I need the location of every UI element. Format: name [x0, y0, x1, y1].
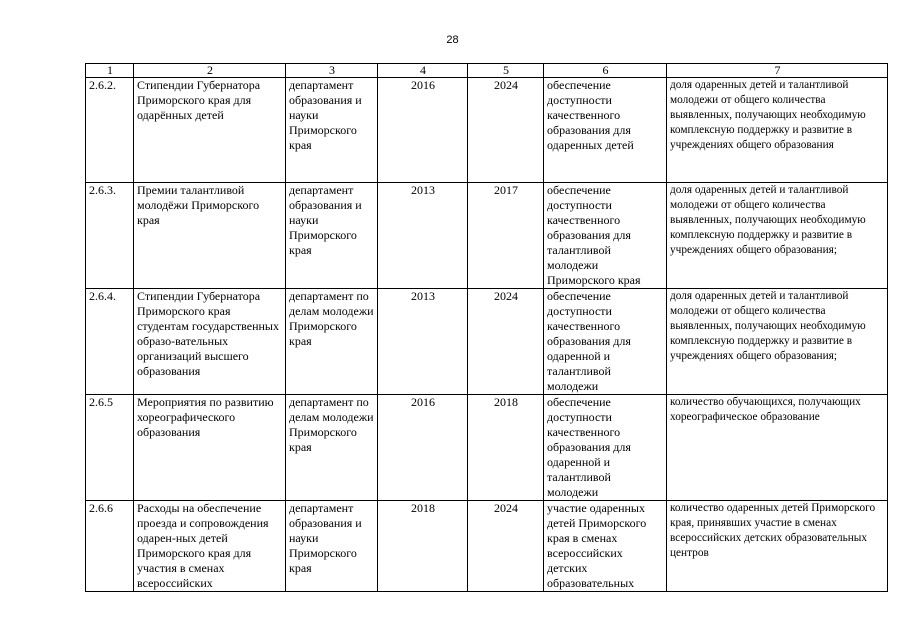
measure-name: Стипендии Губернатора Приморского края студентам государственных образо-вательных организаций высшего образования — [134, 289, 286, 395]
expected-result: обеспечение доступности качественного образования для одаренных детей — [544, 78, 667, 183]
responsible-executor: департамент по делам молодежи Приморского края — [286, 395, 378, 501]
column-header-3: 3 — [286, 64, 378, 78]
end-year: 2017 — [468, 183, 544, 289]
start-year: 2013 — [378, 289, 468, 395]
end-year: 2024 — [468, 78, 544, 183]
column-header-2: 2 — [134, 64, 286, 78]
start-year: 2018 — [378, 501, 468, 592]
expected-result: обеспечение доступности качественного образования для талантливой молодежи Приморского края — [544, 183, 667, 289]
target-indicator: количество обучающихся, получающих хореографическое образование — [667, 395, 888, 501]
responsible-executor: департамент по делам молодежи Приморского края — [286, 289, 378, 395]
table-row — [86, 289, 888, 395]
table-row — [86, 78, 888, 183]
end-year: 2024 — [468, 501, 544, 592]
table-row — [86, 395, 888, 501]
expected-result: участие одаренных детей Приморского края в сменах всероссийских детских образовательных — [544, 501, 667, 592]
start-year: 2016 — [378, 395, 468, 501]
item-number: 2.6.3. — [86, 183, 134, 289]
expected-result: обеспечение доступности качественного образования для одаренной и талантливой молодежи — [544, 395, 667, 501]
column-header-4: 4 — [378, 64, 468, 78]
measure-name: Премии талантливой молодёжи Приморского края — [134, 183, 286, 289]
responsible-executor: департамент образования и науки Приморского края — [286, 183, 378, 289]
measure-name: Мероприятия по развитию хореографического образования — [134, 395, 286, 501]
table-row — [86, 183, 888, 289]
column-header-6: 6 — [544, 64, 667, 78]
target-indicator: доля одаренных детей и талантливой молодежи от общего количества выявленных, получающих необходимую комплексную поддержку и развитие в учреждениях общего образования; — [667, 183, 888, 289]
item-number: 2.6.2. — [86, 78, 134, 183]
target-indicator: доля одаренных детей и талантливой молодежи от общего количества выявленных, получающих необходимую комплексную поддержку и развитие в учреждениях общего образования; — [667, 289, 888, 395]
program-measures-table — [85, 63, 888, 592]
column-header-5: 5 — [468, 64, 544, 78]
item-number: 2.6.5 — [86, 395, 134, 501]
header-row — [86, 64, 888, 78]
column-header-7: 7 — [667, 64, 888, 78]
target-indicator: количество одаренных детей Приморского края, принявших участие в сменах всероссийских детских образовательных центров — [667, 501, 888, 592]
target-indicator: доля одаренных детей и талантливой молодежи от общего количества выявленных, получающих необходимую комплексную поддержку и развитие в учреждениях общего образования — [667, 78, 888, 183]
measure-name: Расходы на обеспечение проезда и сопровождения одарен-ных детей Приморского края для участия в сменах всероссийских — [134, 501, 286, 592]
start-year: 2016 — [378, 78, 468, 183]
expected-result: обеспечение доступности качественного образования для одаренной и талантливой молодежи — [544, 289, 667, 395]
column-header-1: 1 — [86, 64, 134, 78]
measure-name: Стипендии Губернатора Приморского края для одарённых детей — [134, 78, 286, 183]
responsible-executor: департамент образования и науки Приморского края — [286, 78, 378, 183]
item-number: 2.6.4. — [86, 289, 134, 395]
end-year: 2024 — [468, 289, 544, 395]
start-year: 2013 — [378, 183, 468, 289]
responsible-executor: департамент образования и науки Приморского края — [286, 501, 378, 592]
end-year: 2018 — [468, 395, 544, 501]
table-row — [86, 501, 888, 592]
page-number: 28 — [446, 34, 459, 46]
item-number: 2.6.6 — [86, 501, 134, 592]
